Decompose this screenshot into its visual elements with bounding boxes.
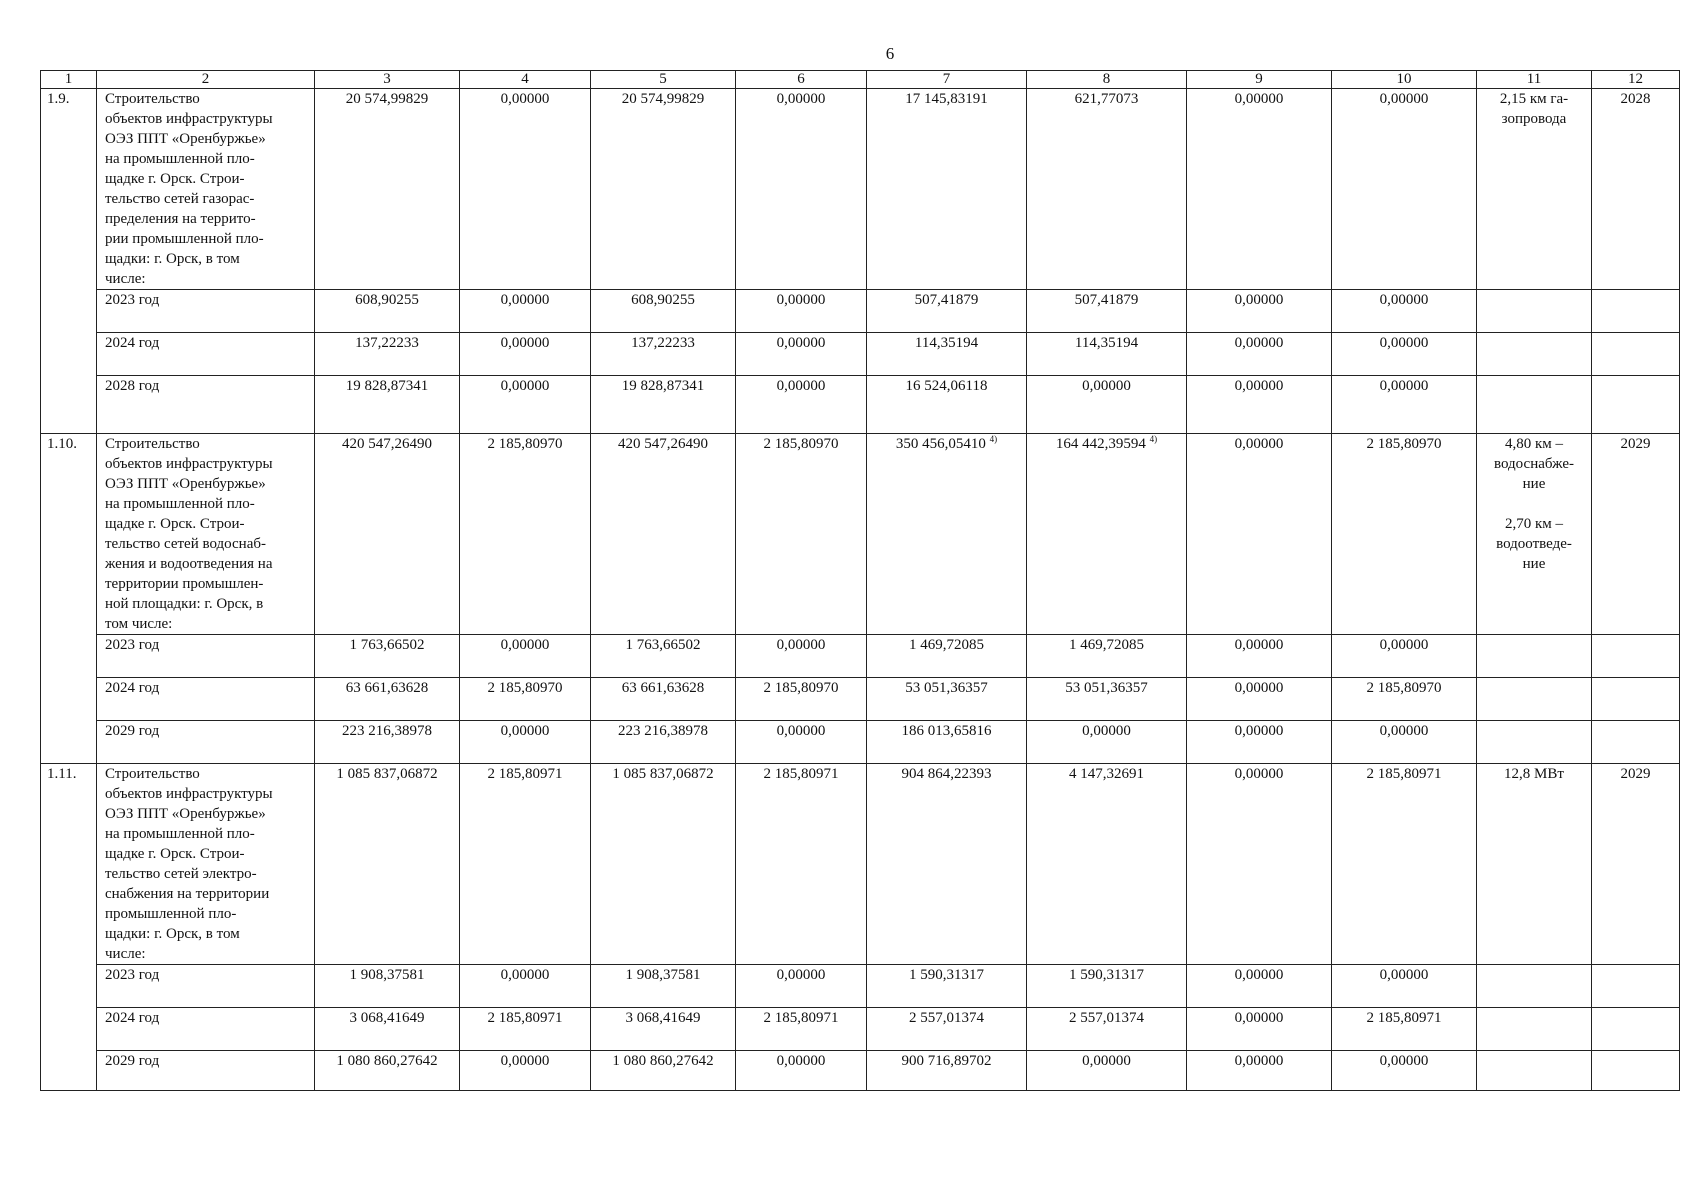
value-text: 0,00000 [1234,91,1284,107]
capacity-empty [1477,965,1592,1008]
value-col-9: 0,00000 [1187,678,1332,721]
item-number: 1.9. [41,89,97,434]
value-text: 20 574,99829 [345,91,429,107]
value-col-7 [867,434,1027,635]
value-col-3: 1 763,66502 [315,635,460,678]
value-col-5: 223 216,38978 [591,721,736,764]
value-col-10: 0,00000 [1332,721,1477,764]
value-col-6: 0,00000 [736,721,867,764]
column-number: 2 [97,71,315,89]
capacity-empty [1477,1008,1592,1051]
value-col-9: 0,00000 [1187,1051,1332,1091]
value-col-4 [460,764,591,965]
year-empty [1592,1051,1680,1091]
year-empty [1592,290,1680,333]
value-text: 2 185,80970 [487,436,563,452]
value-text: 20 574,99829 [621,91,705,107]
value-col-3: 223 216,38978 [315,721,460,764]
value-col-9: 0,00000 [1187,965,1332,1008]
value-col-9 [1187,89,1332,290]
completion-year: 2028 [1592,89,1680,290]
column-number: 1 [41,71,97,89]
year-label: 2023 год [97,290,315,333]
value-col-9: 0,00000 [1187,1008,1332,1051]
value-col-7: 53 051,36357 [867,678,1027,721]
value-col-10 [1332,434,1477,635]
capacity-empty [1477,1051,1592,1091]
value-col-7 [867,89,1027,290]
year-empty [1592,376,1680,434]
value-col-4: 0,00000 [460,333,591,376]
year-empty [1592,1008,1680,1051]
table-row [41,89,1680,290]
table-row [41,434,1680,635]
value-col-5: 1 763,66502 [591,635,736,678]
value-col-4 [460,434,591,635]
capacity-note: 4,80 км – водоснабже- ние 2,70 км – водоотведе- ние [1477,434,1592,635]
value-col-10: 2 185,80971 [1332,1008,1477,1051]
capacity-note: 2,15 км га- зопровода [1477,89,1592,290]
value-col-7: 186 013,65816 [867,721,1027,764]
year-label: 2024 год [97,333,315,376]
value-col-6: 2 185,80970 [736,678,867,721]
value-text: 2 185,80970 [1366,436,1442,452]
value-col-4: 0,00000 [460,635,591,678]
footnote-mark: 4) [1149,434,1158,444]
value-text: 1 085 837,06872 [612,766,714,782]
column-number: 5 [591,71,736,89]
value-col-5: 63 661,63628 [591,678,736,721]
item-number: 1.10. [41,434,97,764]
column-number: 3 [315,71,460,89]
value-col-3: 3 068,41649 [315,1008,460,1051]
value-text: 2 185,80971 [763,766,839,782]
value-col-4: 0,00000 [460,376,591,434]
value-col-3 [315,89,460,290]
year-label: 2024 год [97,678,315,721]
value-text: 17 145,83191 [905,91,988,107]
value-col-10: 2 185,80970 [1332,678,1477,721]
value-text: 904 864,22393 [901,766,992,782]
value-col-4: 0,00000 [460,965,591,1008]
year-label: 2023 год [97,965,315,1008]
value-col-8 [1027,89,1187,290]
value-col-10 [1332,89,1477,290]
value-col-3 [315,434,460,635]
value-col-3: 1 908,37581 [315,965,460,1008]
year-label: 2029 год [97,1051,315,1091]
value-col-6 [736,764,867,965]
table-subrow [41,965,1680,1008]
column-number: 9 [1187,71,1332,89]
value-col-10: 0,00000 [1332,376,1477,434]
table-subrow [41,1008,1680,1051]
value-col-3: 1 080 860,27642 [315,1051,460,1091]
value-col-4: 2 185,80971 [460,1008,591,1051]
value-col-6: 0,00000 [736,333,867,376]
value-text: 621,77073 [1074,91,1139,107]
year-empty [1592,721,1680,764]
value-col-7: 507,41879 [867,290,1027,333]
column-number-row [41,71,1680,89]
value-col-8: 1 469,72085 [1027,635,1187,678]
value-col-8 [1027,764,1187,965]
value-col-4: 2 185,80970 [460,678,591,721]
value-col-5: 137,22233 [591,333,736,376]
value-col-7: 16 524,06118 [867,376,1027,434]
value-col-4: 0,00000 [460,1051,591,1091]
value-text: 2 185,80971 [487,766,563,782]
value-col-6 [736,434,867,635]
value-col-5: 19 828,87341 [591,376,736,434]
value-text: 420 547,26490 [618,436,708,452]
year-empty [1592,965,1680,1008]
table-subrow [41,1051,1680,1091]
column-number: 8 [1027,71,1187,89]
value-col-8: 0,00000 [1027,376,1187,434]
value-col-9: 0,00000 [1187,376,1332,434]
value-col-9: 0,00000 [1187,635,1332,678]
value-col-9 [1187,764,1332,965]
value-col-7: 900 716,89702 [867,1051,1027,1091]
value-col-5 [591,764,736,965]
value-col-6: 0,00000 [736,635,867,678]
value-col-7: 1 590,31317 [867,965,1027,1008]
capacity-empty [1477,333,1592,376]
value-col-7: 1 469,72085 [867,635,1027,678]
year-label: 2023 год [97,635,315,678]
table-subrow [41,721,1680,764]
table-body [41,71,1680,1091]
capacity-note: 12,8 МВт [1477,764,1592,965]
value-col-3: 19 828,87341 [315,376,460,434]
column-number: 11 [1477,71,1592,89]
value-text: 164 442,39594 [1055,436,1146,452]
value-col-8: 507,41879 [1027,290,1187,333]
capacity-empty [1477,635,1592,678]
year-empty [1592,678,1680,721]
column-number: 6 [736,71,867,89]
value-col-8 [1027,434,1187,635]
value-col-4: 0,00000 [460,290,591,333]
value-col-8: 0,00000 [1027,1051,1187,1091]
value-text: 350 456,05410 [895,436,986,452]
value-col-6: 0,00000 [736,376,867,434]
value-text: 0,00000 [1234,766,1284,782]
table-row [41,764,1680,965]
value-col-4: 0,00000 [460,721,591,764]
value-col-5: 608,90255 [591,290,736,333]
value-col-8: 114,35194 [1027,333,1187,376]
year-label: 2028 год [97,376,315,434]
value-text: 0,00000 [1234,436,1284,452]
value-col-10: 0,00000 [1332,965,1477,1008]
value-col-4 [460,89,591,290]
value-text: 0,00000 [500,91,550,107]
value-col-8: 1 590,31317 [1027,965,1187,1008]
footnote-mark: 4) [989,434,998,444]
year-label: 2024 год [97,1008,315,1051]
value-col-9: 0,00000 [1187,333,1332,376]
capacity-empty [1477,290,1592,333]
value-col-7: 114,35194 [867,333,1027,376]
value-text: 1 085 837,06872 [336,766,438,782]
value-col-6 [736,89,867,290]
item-name: Строительство объектов инфраструктуры ОЭЗ ППТ «Оренбуржье» на промышленной пло- щадке г. Орск. Строи- тельство сетей водоснаб- жения и водоотведения на территории промышлен- ной площадки: г. Орск, в том числе: [97,434,315,635]
value-text: 0,00000 [776,91,826,107]
table-subrow [41,290,1680,333]
value-text: 420 547,26490 [342,436,432,452]
year-label: 2029 год [97,721,315,764]
capacity-empty [1477,721,1592,764]
value-col-3: 608,90255 [315,290,460,333]
capacity-empty [1477,678,1592,721]
value-col-5 [591,434,736,635]
value-text: 2 185,80971 [1366,766,1442,782]
value-col-10: 0,00000 [1332,635,1477,678]
value-col-10: 0,00000 [1332,290,1477,333]
value-col-10: 0,00000 [1332,333,1477,376]
value-col-5: 1 908,37581 [591,965,736,1008]
item-number: 1.11. [41,764,97,1091]
value-text: 4 147,32691 [1069,766,1144,782]
value-col-8: 53 051,36357 [1027,678,1187,721]
item-name: Строительство объектов инфраструктуры ОЭЗ ППТ «Оренбуржье» на промышленной пло- щадке г. Орск. Строи- тельство сетей электро- снабжения на территории промышленной пло- щадки: г. Орск, в том числе: [97,764,315,965]
column-number: 7 [867,71,1027,89]
financing-table [40,70,1680,1091]
table-subrow [41,635,1680,678]
value-col-5: 1 080 860,27642 [591,1051,736,1091]
value-col-8: 0,00000 [1027,721,1187,764]
column-number: 10 [1332,71,1477,89]
completion-year: 2029 [1592,764,1680,965]
value-col-6: 0,00000 [736,290,867,333]
page-number: 6 [885,44,895,63]
year-empty [1592,333,1680,376]
completion-year: 2029 [1592,434,1680,635]
value-text: 2 185,80970 [763,436,839,452]
capacity-empty [1477,376,1592,434]
table-subrow [41,333,1680,376]
table-subrow [41,376,1680,434]
value-col-9: 0,00000 [1187,290,1332,333]
value-col-6: 0,00000 [736,965,867,1008]
value-col-10 [1332,764,1477,965]
column-number: 4 [460,71,591,89]
value-col-3: 63 661,63628 [315,678,460,721]
value-col-10: 0,00000 [1332,1051,1477,1091]
value-col-3: 137,22233 [315,333,460,376]
value-col-9: 0,00000 [1187,721,1332,764]
item-name: Строительство объектов инфраструктуры ОЭЗ ППТ «Оренбуржье» на промышленной пло- щадке г. Орск. Строи- тельство сетей газорас- пределения на террито- рии промышленной пло- щадки: г. Орск, в том числе: [97,89,315,290]
year-empty [1592,635,1680,678]
value-text: 0,00000 [1379,91,1429,107]
value-col-7 [867,764,1027,965]
value-col-7: 2 557,01374 [867,1008,1027,1051]
column-number: 12 [1592,71,1680,89]
value-col-8: 2 557,01374 [1027,1008,1187,1051]
value-col-9 [1187,434,1332,635]
value-col-3 [315,764,460,965]
value-col-5 [591,89,736,290]
value-col-5: 3 068,41649 [591,1008,736,1051]
value-col-6: 0,00000 [736,1051,867,1091]
table-subrow [41,678,1680,721]
value-col-6: 2 185,80971 [736,1008,867,1051]
